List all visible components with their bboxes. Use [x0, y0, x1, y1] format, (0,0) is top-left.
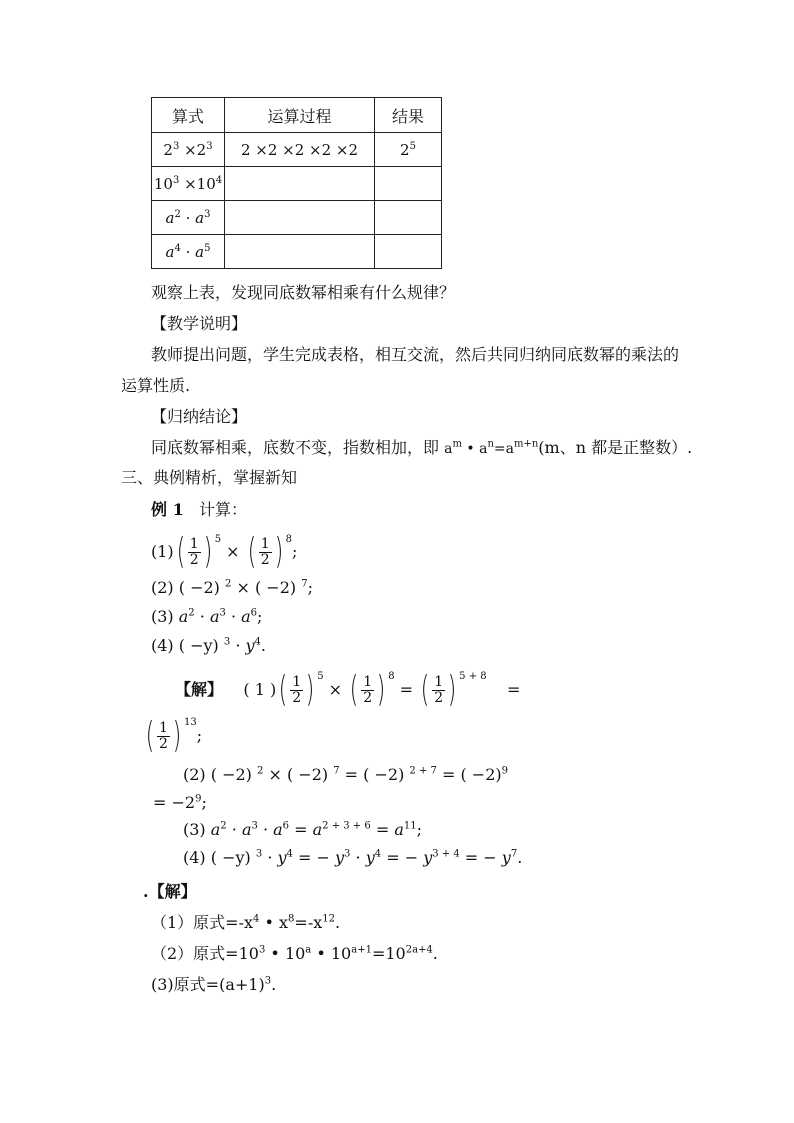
table-cell-result [375, 167, 442, 201]
section-three-heading: 三、典例精析，掌握新知 [121, 468, 298, 487]
table-cell-process: 2 ×2 ×2 ×2 ×2 [225, 133, 375, 167]
power-table [151, 97, 442, 269]
table-cell-process [225, 201, 375, 235]
problem-1: (1) ( $\frac{1}{2}$ ) $^5$ × ( $\frac{1}{2}$ ) $^8$ ; [151, 531, 298, 572]
table-row [152, 167, 442, 201]
table-row [152, 201, 442, 235]
problem-2: (2) ( −2) $^2$ × ( −2) $^7$; [151, 578, 313, 597]
table-cell-process [225, 235, 375, 269]
solution-2: (2) ( −2) $^2$ × ( −2) $^7$ = ( −2) $^{2 + 7}$ = ( −2)$^9$ [183, 765, 508, 784]
conclusion-body: 同底数幂相乘，底数不变，指数相加，即 $a^m$ • $a^n=a^{m+n}(m$、n 都是正整数）. [151, 438, 693, 457]
observe-question: 观察上表，发现同底数幂相乘有什么规律？ [151, 283, 456, 302]
teaching-note-heading: 【教学说明】 [151, 314, 248, 333]
solution-1-cont: ( $\frac{1}{2}$ ) $^{13}$ ; [145, 715, 203, 756]
table-cell-expression: $a^2 \cdot a^3$ [152, 201, 225, 235]
solution-2-cont: = $-2^9$; [153, 793, 207, 812]
solution-3: (3) $a^2 \cdot a^3 \cdot a^6 = a^{2 + 3 + 6} = a^{11}$; [183, 820, 422, 839]
header-process: 运算过程 [225, 98, 375, 133]
table-cell-result [375, 201, 442, 235]
example-one: 例 1 计算： [151, 500, 247, 519]
solution-4: (4) ( −y) $^3 \cdot y^4$ = − $y^3 \cdot y^4$ = − $y^{3 + 4}$ = − $y^7$. [183, 848, 523, 867]
table-cell-process [225, 167, 375, 201]
table-cell-expression: $a^4 \cdot a^5$ [152, 235, 225, 269]
table-header-row [152, 98, 442, 133]
answer-heading: .【解】 [143, 882, 197, 901]
solution-1: 【解】 ( 1 ) ( $\frac{1}{2}$ ) $^5$ × ( $\frac{1}{2}$ ) $^8$ = ( $\frac{1}{2}$ ) $^{5 + 8}$ = [175, 669, 521, 710]
header-result: 结果 [375, 98, 442, 133]
table-cell-expression: $2^3 \times 2^3$ [152, 133, 225, 167]
answer-2: （2）原式$=10^3$ • 10$^a$ • $10^{a+1}=10^{2a+4}$. [151, 944, 438, 963]
table-cell-result [375, 235, 442, 269]
problem-4: (4) ( −y) $^3 \cdot y^4$. [151, 636, 267, 655]
conclusion-heading: 【归纳结论】 [151, 407, 248, 426]
table-row [152, 235, 442, 269]
header-expression: 算式 [152, 98, 225, 133]
table-row [152, 133, 442, 167]
table-cell-expression: $10^3 \times 10^4$ [152, 167, 225, 201]
answer-1: （1）原式$=-x^4$ • $x^8=-x^{12}$. [151, 913, 341, 932]
table-cell-result: $2^5$ [375, 133, 442, 167]
problem-3: (3) $a^2 \cdot a^3 \cdot a^6$; [151, 607, 263, 626]
teaching-note-body-cont: 运算性质. [121, 376, 191, 395]
teaching-note-body: 教师提出问题，学生完成表格，相互交流，然后共同归纳同底数幂的乘法的 [151, 345, 680, 364]
answer-3: (3)原式$=(a+1)^3$. [151, 975, 277, 994]
